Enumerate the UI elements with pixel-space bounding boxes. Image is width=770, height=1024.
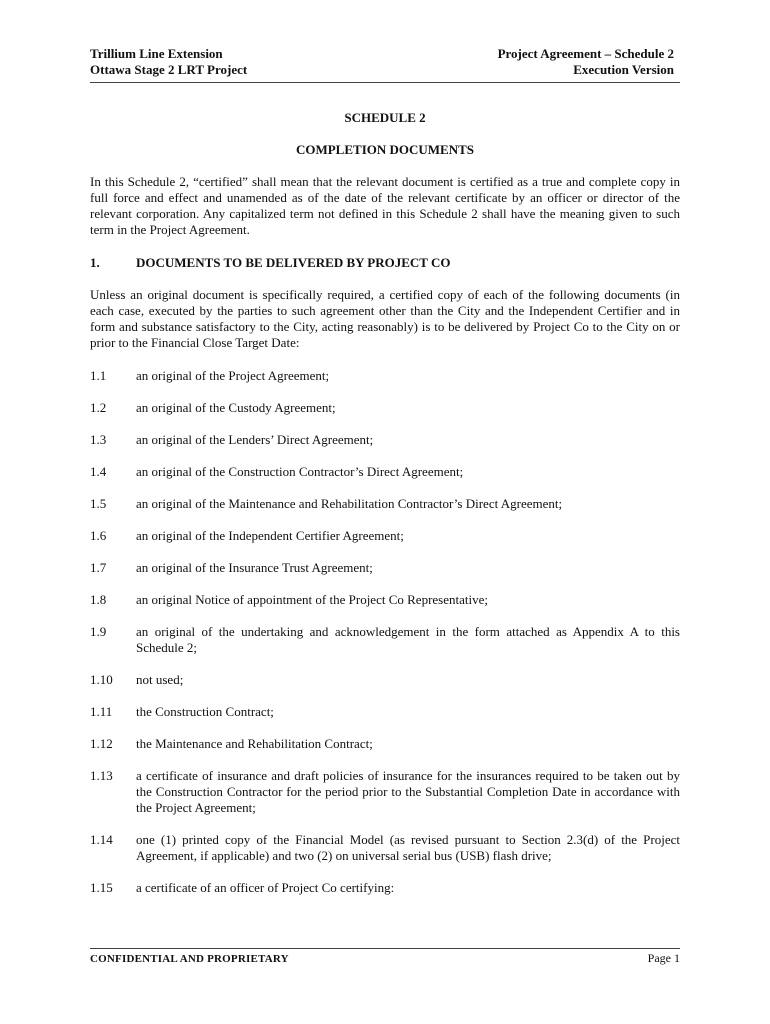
- item-text: an original of the Lenders’ Direct Agreement;: [136, 432, 374, 447]
- item-text: an original of the Custody Agreement;: [136, 400, 336, 415]
- header-version: Execution Version: [573, 62, 674, 77]
- item-number: 1.3: [90, 432, 107, 447]
- section-1-body: Unless an original document is specifically required, a certified copy of each of the following documents (in each case, executed by the parties to such agreement other than the City and the Independent Certifier and in form and substance satisfactory to the City, acting reasonably) is to be delivered by Project Co to the City on or prior to the Financial Close Target Date:: [90, 287, 680, 350]
- section-title: DOCUMENTS TO BE DELIVERED BY PROJECT CO: [136, 255, 451, 270]
- item-number: 1.6: [90, 528, 107, 543]
- schedule-title: SCHEDULE 2: [344, 110, 426, 125]
- page-footer: [90, 948, 680, 969]
- item-number: 1.12: [90, 736, 113, 751]
- page-header: [90, 46, 680, 83]
- header-project-name: Trillium Line Extension: [90, 46, 223, 61]
- confidential-notice: CONFIDENTIAL AND PROPRIETARY: [90, 953, 289, 965]
- item-number: 1.5: [90, 496, 107, 511]
- item-number: 1.2: [90, 400, 107, 415]
- header-document-name: Project Agreement – Schedule 2: [497, 46, 674, 61]
- item-number: 1.1: [90, 368, 107, 383]
- schedule-subtitle: COMPLETION DOCUMENTS: [295, 142, 475, 157]
- item-text: an original of the Construction Contractor’s Direct Agreement;: [136, 464, 464, 479]
- section-number: 1.: [90, 255, 100, 270]
- item-number: 1.13: [90, 768, 113, 783]
- intro-paragraph: In this Schedule 2, “certified” shall mean that the relevant document is certified as a true and complete copy in full force and effect and unamended as of the date of the relevant certificate by an officer or director of the relevant corporation. Any capitalized term not defined in this Schedule 2 shall have the meaning given to such term in the Project Agreement.: [90, 174, 680, 237]
- item-text: the Construction Contract;: [136, 704, 274, 719]
- item-text: a certificate of an officer of Project Co certifying:: [136, 880, 395, 895]
- item-number: 1.7: [90, 560, 107, 575]
- item-text: not used;: [136, 672, 184, 687]
- header-project-subtitle: Ottawa Stage 2 LRT Project: [90, 62, 248, 77]
- item-text: a certificate of insurance and draft policies of insurance for the insurances required to be taken out by the Construction Contractor for the period prior to the Substantial Completion Date in accordance with the Project Agreement;: [136, 768, 680, 815]
- item-number: 1.14: [90, 832, 113, 847]
- item-text: an original of the Project Agreement;: [136, 368, 330, 383]
- item-number: 1.4: [90, 464, 107, 479]
- header-left: [90, 46, 247, 78]
- item-number: 1.11: [90, 704, 113, 719]
- item-number: 1.15: [90, 880, 113, 895]
- item-text: an original of the undertaking and acknowledgement in the form attached as Appendix A to this Schedule 2;: [136, 624, 680, 655]
- item-number: 1.9: [90, 624, 107, 639]
- page-number: Page 1: [647, 951, 680, 965]
- item-number: 1.10: [90, 672, 113, 687]
- item-number: 1.8: [90, 592, 107, 607]
- item-text: the Maintenance and Rehabilitation Contract;: [136, 736, 373, 751]
- item-text: an original Notice of appointment of the Project Co Representative;: [136, 592, 488, 607]
- item-text: an original of the Insurance Trust Agreement;: [136, 560, 373, 575]
- item-text: an original of the Independent Certifier Agreement;: [136, 528, 404, 543]
- item-text: an original of the Maintenance and Rehabilitation Contractor’s Direct Agreement;: [136, 496, 563, 511]
- item-text: one (1) printed copy of the Financial Model (as revised pursuant to Section 2.3(d) of the Project Agreement, if applicable) and two (2) on universal serial bus (USB) flash drive;: [136, 832, 680, 863]
- header-right: [498, 46, 674, 78]
